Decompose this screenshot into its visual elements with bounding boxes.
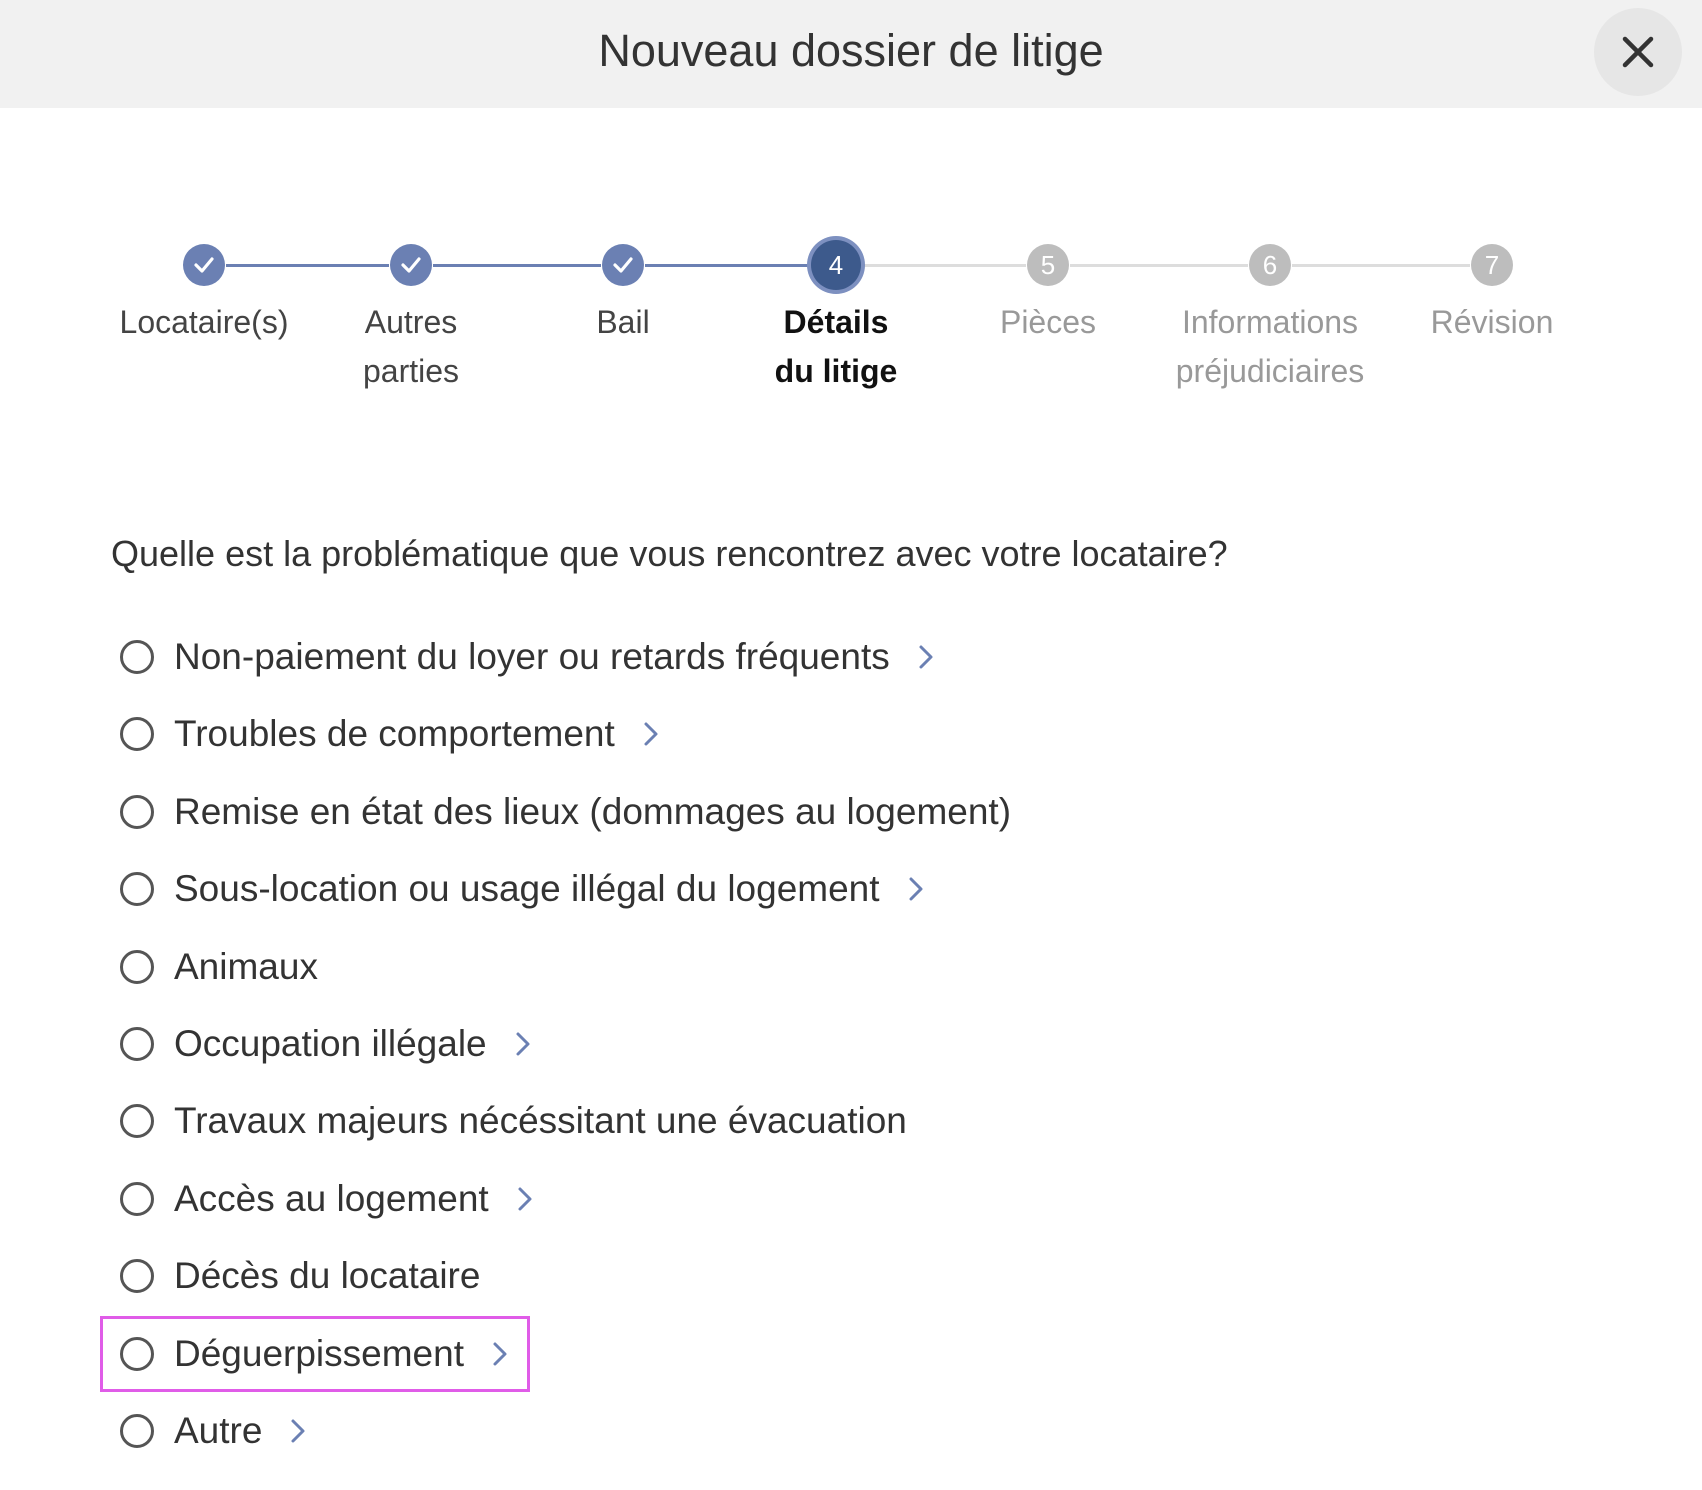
modal-title: Nouveau dossier de litige xyxy=(598,25,1104,76)
step-5-indicator xyxy=(1027,244,1069,286)
option-label: Sous-location ou usage illégal du logement xyxy=(174,868,880,909)
check-icon xyxy=(193,256,215,274)
option-item[interactable] xyxy=(110,1090,907,1152)
option-item[interactable] xyxy=(110,626,934,688)
step-number: 7 xyxy=(1484,249,1500,280)
step-5-label xyxy=(928,298,1168,347)
step-label-line2: parties xyxy=(362,353,460,389)
step-6-label xyxy=(1150,298,1390,396)
check-icon xyxy=(400,256,422,274)
step-2-label xyxy=(291,298,531,396)
option-label: Non-paiement du loyer ou retards fréquents xyxy=(174,636,890,677)
chevron-right-icon[interactable] xyxy=(908,876,924,902)
option-item[interactable] xyxy=(110,781,1011,843)
step-1-indicator xyxy=(183,244,225,286)
option-item[interactable] xyxy=(110,1245,480,1307)
radio-button[interactable] xyxy=(120,1027,154,1061)
step-label-line1: Informations xyxy=(1181,304,1359,340)
option-label: Troubles de comportement xyxy=(174,713,615,754)
step-3-indicator xyxy=(602,244,644,286)
chevron-right-icon[interactable] xyxy=(918,644,934,670)
option-item[interactable] xyxy=(110,1400,306,1462)
step-label-line2: du litige xyxy=(774,353,898,389)
step-number: 4 xyxy=(828,249,844,280)
step-3-label xyxy=(503,298,743,347)
chevron-right-icon[interactable] xyxy=(515,1031,531,1057)
option-item[interactable] xyxy=(110,1013,531,1075)
option-label: Remise en état des lieux (dommages au logement) xyxy=(174,791,1012,832)
step-label-line1: Pièces xyxy=(999,304,1097,340)
radio-button[interactable] xyxy=(120,640,154,674)
step-label-line1: Locataire(s) xyxy=(119,304,289,340)
question-title: Quelle est la problématique que vous rencontrez avec votre locataire? xyxy=(111,533,1228,574)
step-2-indicator xyxy=(390,244,432,286)
option-label: Travaux majeurs nécéssitant une évacuation xyxy=(174,1100,907,1141)
step-label-line2: préjudiciaires xyxy=(1175,353,1365,389)
radio-button[interactable] xyxy=(120,1104,154,1138)
step-1-label xyxy=(84,298,324,347)
radio-button[interactable] xyxy=(120,1414,154,1448)
radio-button[interactable] xyxy=(120,1182,154,1216)
radio-button[interactable] xyxy=(120,1259,154,1293)
step-label-line1: Autres xyxy=(364,304,458,340)
step-6-indicator xyxy=(1249,244,1291,286)
option-label: Autre xyxy=(174,1410,263,1451)
step-connector xyxy=(1292,264,1470,267)
option-item[interactable] xyxy=(110,858,924,920)
step-number: 5 xyxy=(1040,249,1056,280)
step-label-line1: Révision xyxy=(1430,304,1554,340)
step-7-indicator xyxy=(1471,244,1513,286)
progress-stepper xyxy=(0,0,1702,420)
radio-button[interactable] xyxy=(120,872,154,906)
chevron-right-icon[interactable] xyxy=(290,1418,306,1444)
option-label: Accès au logement xyxy=(174,1178,489,1219)
radio-button[interactable] xyxy=(120,717,154,751)
step-connector xyxy=(645,264,814,267)
radio-button[interactable] xyxy=(120,950,154,984)
option-label: Décès du locataire xyxy=(174,1255,481,1296)
highlight-box xyxy=(100,1316,530,1392)
step-connector xyxy=(226,264,389,267)
step-connector xyxy=(858,264,1026,267)
radio-button[interactable] xyxy=(120,795,154,829)
option-item[interactable] xyxy=(110,703,659,765)
step-4-label xyxy=(716,298,956,396)
step-connector xyxy=(433,264,601,267)
chevron-right-icon[interactable] xyxy=(517,1186,533,1212)
option-label: Occupation illégale xyxy=(174,1023,487,1064)
option-label: Déguerpissement xyxy=(174,1333,464,1374)
option-item[interactable] xyxy=(110,1168,533,1230)
step-label-line1: Bail xyxy=(596,304,650,340)
option-item[interactable] xyxy=(110,936,318,998)
chevron-right-icon[interactable] xyxy=(643,721,659,747)
option-label: Animaux xyxy=(174,946,318,987)
step-number: 6 xyxy=(1262,249,1278,280)
step-7-label xyxy=(1372,298,1612,347)
step-4-indicator xyxy=(811,240,861,290)
step-connector xyxy=(1070,264,1248,267)
check-icon xyxy=(612,256,634,274)
step-label-line1: Détails xyxy=(783,304,889,340)
